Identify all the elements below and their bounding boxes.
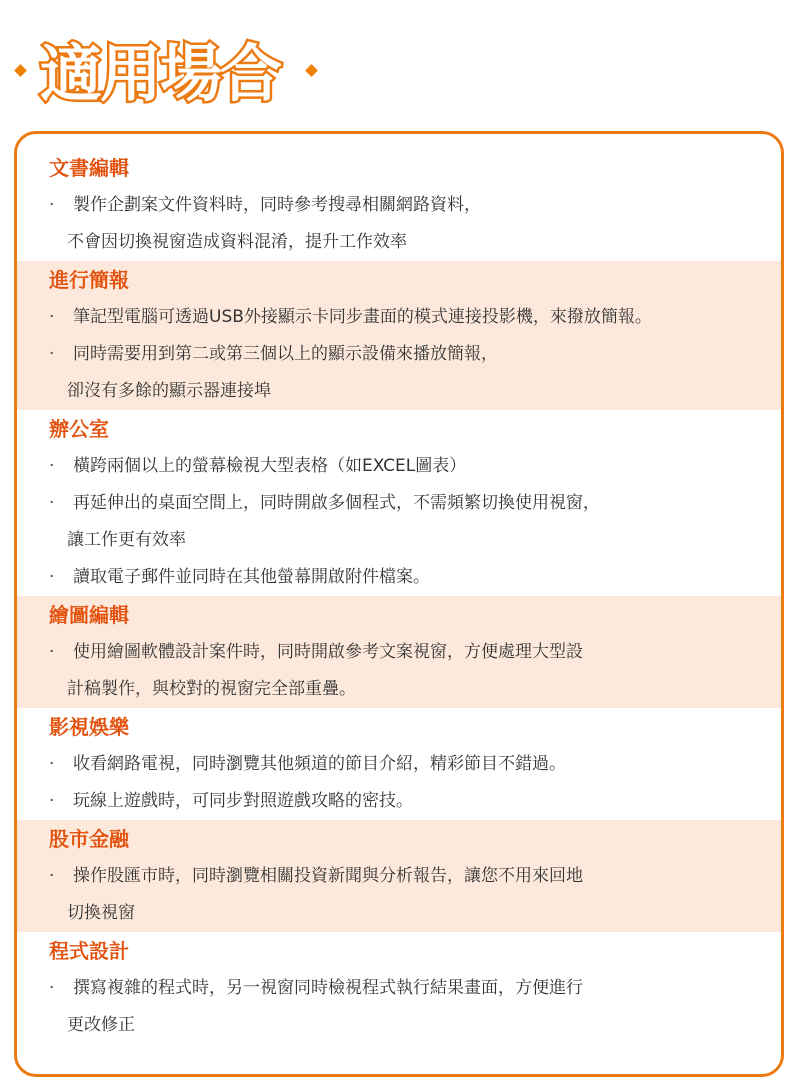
section-office — [17, 410, 781, 596]
list-item: · 筆記型電腦可透過USB外接顯示卡同步畫面的模式連接投影機，來撥放簡報。 — [49, 307, 652, 327]
diamond-right-icon — [305, 64, 318, 77]
list-item: · 橫跨兩個以上的螢幕檢視大型表格（如EXCEL圖表） — [49, 456, 467, 476]
content-panel — [14, 131, 784, 1077]
diamond-left-icon — [14, 64, 27, 77]
page-header — [0, 28, 340, 118]
list-item-continuation: 切換視窗 — [67, 903, 135, 923]
section-title: 股市金融 — [49, 827, 129, 851]
section-title: 程式設計 — [49, 939, 129, 963]
list-item-continuation: 不會因切換視窗造成資料混淆，提升工作效率 — [67, 232, 407, 252]
section-graphic-editing — [17, 596, 781, 708]
list-item: · 製作企劃案文件資料時，同時參考搜尋相關網路資料， — [49, 195, 481, 215]
section-title: 影視娛樂 — [49, 715, 129, 739]
section-title: 進行簡報 — [49, 268, 129, 292]
section-title: 辦公室 — [49, 417, 109, 441]
list-item: · 再延伸出的桌面空間上，同時開啟多個程式，不需頻繁切換使用視窗， — [49, 493, 600, 513]
section-document-editing — [17, 134, 781, 261]
list-item: · 使用繪圖軟體設計案件時，同時開啟參考文案視窗，方便處理大型設 — [49, 642, 583, 662]
list-item-continuation: 讓工作更有效率 — [67, 530, 186, 550]
section-title: 文書編輯 — [49, 156, 129, 180]
list-item: · 撰寫複雜的程式時，另一視窗同時檢視程式執行結果畫面，方便進行 — [49, 978, 583, 998]
list-item: · 同時需要用到第二或第三個以上的顯示設備來播放簡報， — [49, 344, 498, 364]
list-item: · 讀取電子郵件並同時在其他螢幕開啟附件檔案。 — [49, 567, 430, 587]
section-finance — [17, 820, 781, 932]
section-presentation — [17, 261, 781, 410]
section-programming — [17, 932, 781, 1044]
list-item-continuation: 計稿製作，與校對的視窗完全部重疊。 — [67, 679, 356, 699]
list-item: · 玩線上遊戲時，可同步對照遊戲攻略的密技。 — [49, 791, 413, 811]
list-item: · 收看網路電視，同時瀏覽其他頻道的節目介紹，精彩節目不錯過。 — [49, 754, 566, 774]
section-title: 繪圖編輯 — [49, 603, 129, 627]
list-item-continuation: 更改修正 — [67, 1015, 135, 1035]
section-entertainment — [17, 708, 781, 820]
page-title: 適用場合 — [40, 37, 281, 110]
list-item: · 操作股匯市時，同時瀏覽相關投資新聞與分析報告，讓您不用來回地 — [49, 866, 583, 886]
list-item-continuation: 卻沒有多餘的顯示器連接埠 — [67, 381, 271, 401]
